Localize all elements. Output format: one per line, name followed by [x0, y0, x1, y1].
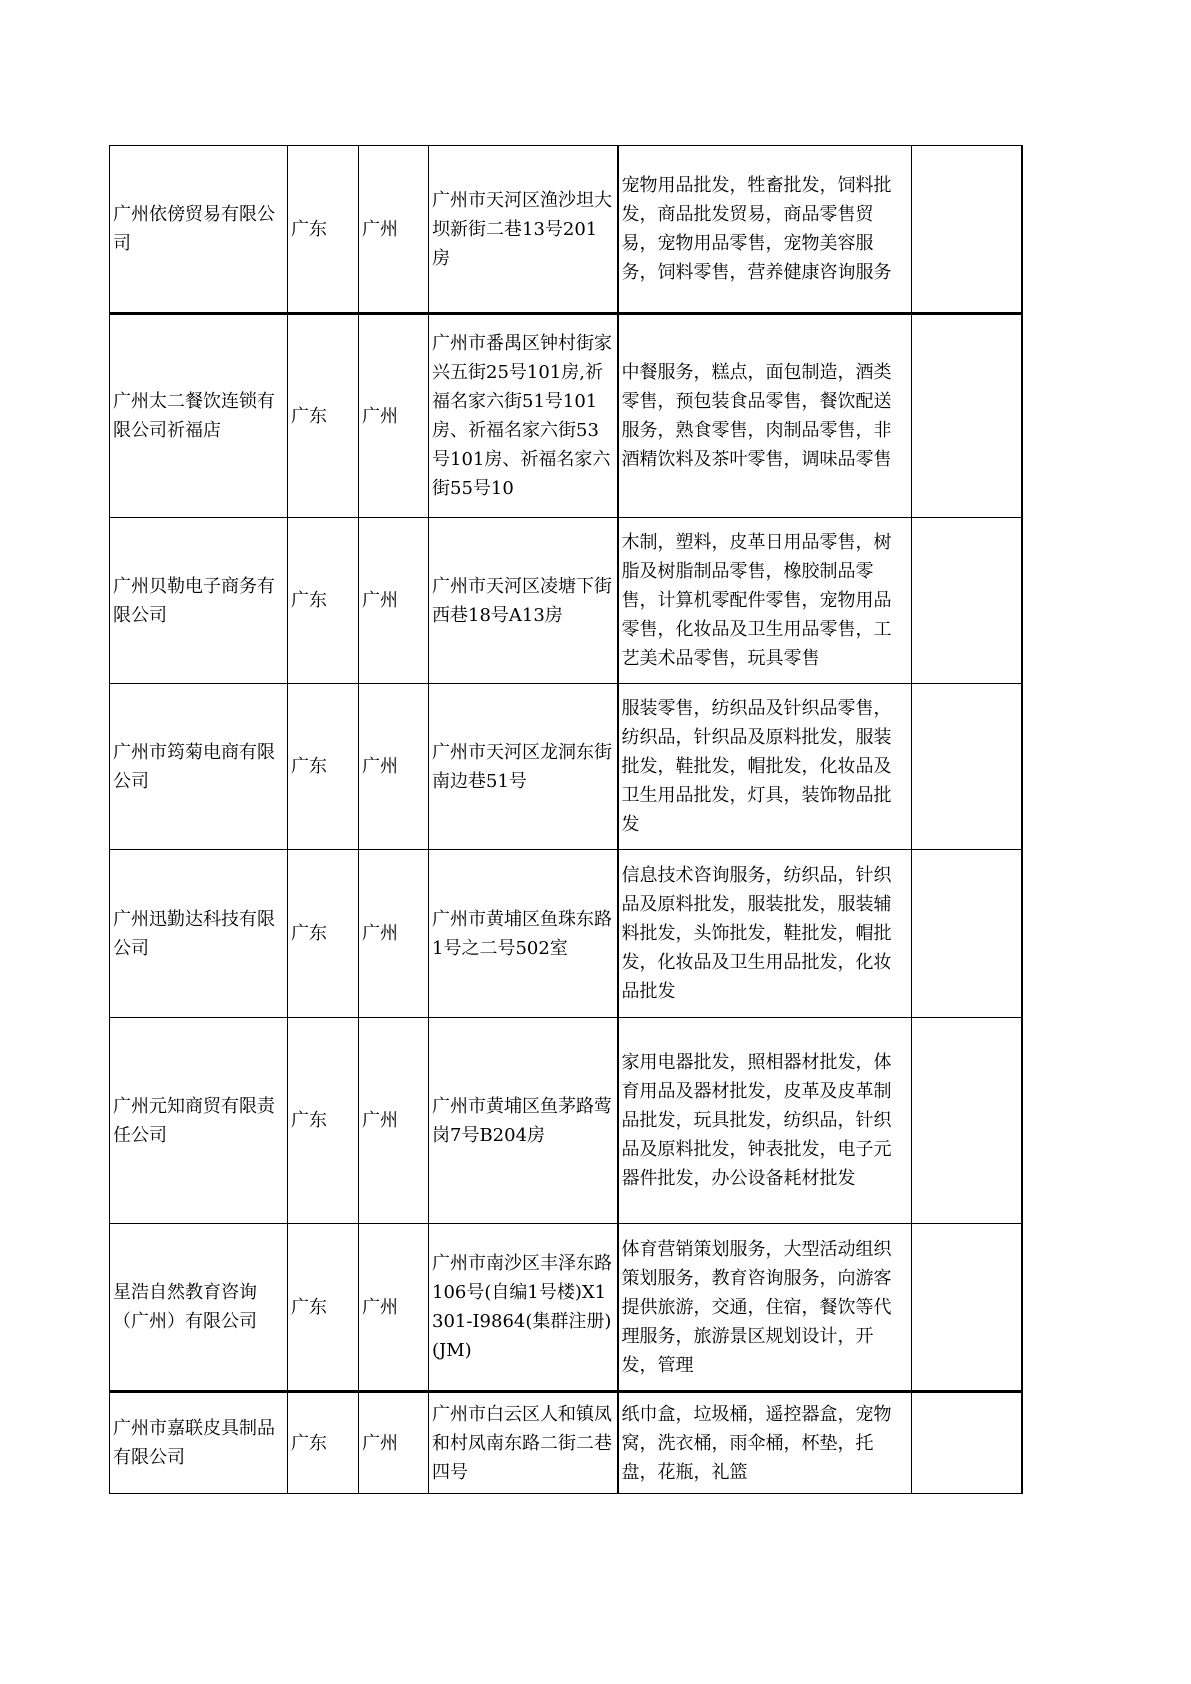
address-cell: 广州市天河区渔沙坦大坝新街二巷13号201房 — [429, 146, 618, 314]
city-cell: 广州 — [359, 314, 429, 518]
empty-cell — [912, 850, 1022, 1018]
city-cell: 广州 — [359, 684, 429, 850]
table-row — [110, 146, 1022, 314]
province-cell: 广东 — [288, 850, 359, 1018]
table-row — [110, 518, 1022, 684]
empty-cell — [912, 1018, 1022, 1224]
table-row — [110, 684, 1022, 850]
company-name-cell: 广州太二餐饮连锁有限公司祈福店 — [110, 314, 288, 518]
company-name-cell: 广州迅勤达科技有限公司 — [110, 850, 288, 1018]
city-cell: 广州 — [359, 1018, 429, 1224]
province-cell: 广东 — [288, 1392, 359, 1494]
table-row — [110, 314, 1022, 518]
empty-cell — [912, 518, 1022, 684]
company-table — [109, 145, 1023, 1494]
empty-cell — [912, 314, 1022, 518]
province-cell: 广东 — [288, 1018, 359, 1224]
empty-cell — [912, 1224, 1022, 1392]
table-row — [110, 1392, 1022, 1494]
table-row — [110, 850, 1022, 1018]
business-scope-cell: 木制，塑料，皮革日用品零售，树脂及树脂制品零售，橡胶制品零售，计算机零配件零售，宠物用品零售，化妆品及卫生用品零售，工艺美术品零售，玩具零售 — [618, 518, 912, 684]
empty-cell — [912, 146, 1022, 314]
province-cell: 广东 — [288, 518, 359, 684]
table-row — [110, 1018, 1022, 1224]
city-cell: 广州 — [359, 1392, 429, 1494]
city-cell: 广州 — [359, 146, 429, 314]
empty-cell — [912, 1392, 1022, 1494]
business-scope-cell: 中餐服务，糕点，面包制造，酒类零售，预包装食品零售，餐饮配送服务，熟食零售，肉制品零售，非酒精饮料及茶叶零售，调味品零售 — [618, 314, 912, 518]
company-name-cell: 广州市筠菊电商有限公司 — [110, 684, 288, 850]
address-cell: 广州市番禺区钟村街家兴五街25号101房,祈福名家六街51号101房、祈福名家六街53号101房、祈福名家六街55号10 — [429, 314, 618, 518]
address-cell: 广州市天河区龙洞东街南边巷51号 — [429, 684, 618, 850]
business-scope-cell: 信息技术咨询服务，纺织品，针织品及原料批发，服装批发，服装辅料批发，头饰批发，鞋批发，帽批发，化妆品及卫生用品批发，化妆品批发 — [618, 850, 912, 1018]
company-name-cell: 广州市嘉联皮具制品有限公司 — [110, 1392, 288, 1494]
address-cell: 广州市天河区凌塘下街西巷18号A13房 — [429, 518, 618, 684]
company-name-cell: 广州元知商贸有限责任公司 — [110, 1018, 288, 1224]
table-row — [110, 1224, 1022, 1392]
address-cell: 广州市黄埔区鱼珠东路1号之二号502室 — [429, 850, 618, 1018]
province-cell: 广东 — [288, 146, 359, 314]
business-scope-cell: 体育营销策划服务，大型活动组织策划服务，教育咨询服务，向游客提供旅游，交通，住宿，餐饮等代理服务，旅游景区规划设计，开发，管理 — [618, 1224, 912, 1392]
address-cell: 广州市白云区人和镇凤和村凤南东路二街二巷四号 — [429, 1392, 618, 1494]
business-scope-cell: 纸巾盒，垃圾桶，遥控器盒，宠物窝，洗衣桶，雨伞桶，杯垫，托盘，花瓶，礼篮 — [618, 1392, 912, 1494]
address-cell: 广州市南沙区丰泽东路106号(自编1号楼)X1301-I9864(集群注册)(JM) — [429, 1224, 618, 1392]
province-cell: 广东 — [288, 684, 359, 850]
address-cell: 广州市黄埔区鱼茅路莺岗7号B204房 — [429, 1018, 618, 1224]
company-name-cell: 广州依傍贸易有限公司 — [110, 146, 288, 314]
province-cell: 广东 — [288, 314, 359, 518]
business-scope-cell: 家用电器批发，照相器材批发，体育用品及器材批发，皮革及皮革制品批发，玩具批发，纺织品，针织品及原料批发，钟表批发，电子元器件批发，办公设备耗材批发 — [618, 1018, 912, 1224]
company-name-cell: 星浩自然教育咨询（广州）有限公司 — [110, 1224, 288, 1392]
business-scope-cell: 服装零售，纺织品及针织品零售，纺织品，针织品及原料批发，服装批发，鞋批发，帽批发，化妆品及卫生用品批发，灯具，装饰物品批发 — [618, 684, 912, 850]
city-cell: 广州 — [359, 1224, 429, 1392]
city-cell: 广州 — [359, 518, 429, 684]
company-name-cell: 广州贝勒电子商务有限公司 — [110, 518, 288, 684]
province-cell: 广东 — [288, 1224, 359, 1392]
empty-cell — [912, 684, 1022, 850]
business-scope-cell: 宠物用品批发，牲畜批发，饲料批发，商品批发贸易，商品零售贸易，宠物用品零售，宠物美容服务，饲料零售，营养健康咨询服务 — [618, 146, 912, 314]
city-cell: 广州 — [359, 850, 429, 1018]
